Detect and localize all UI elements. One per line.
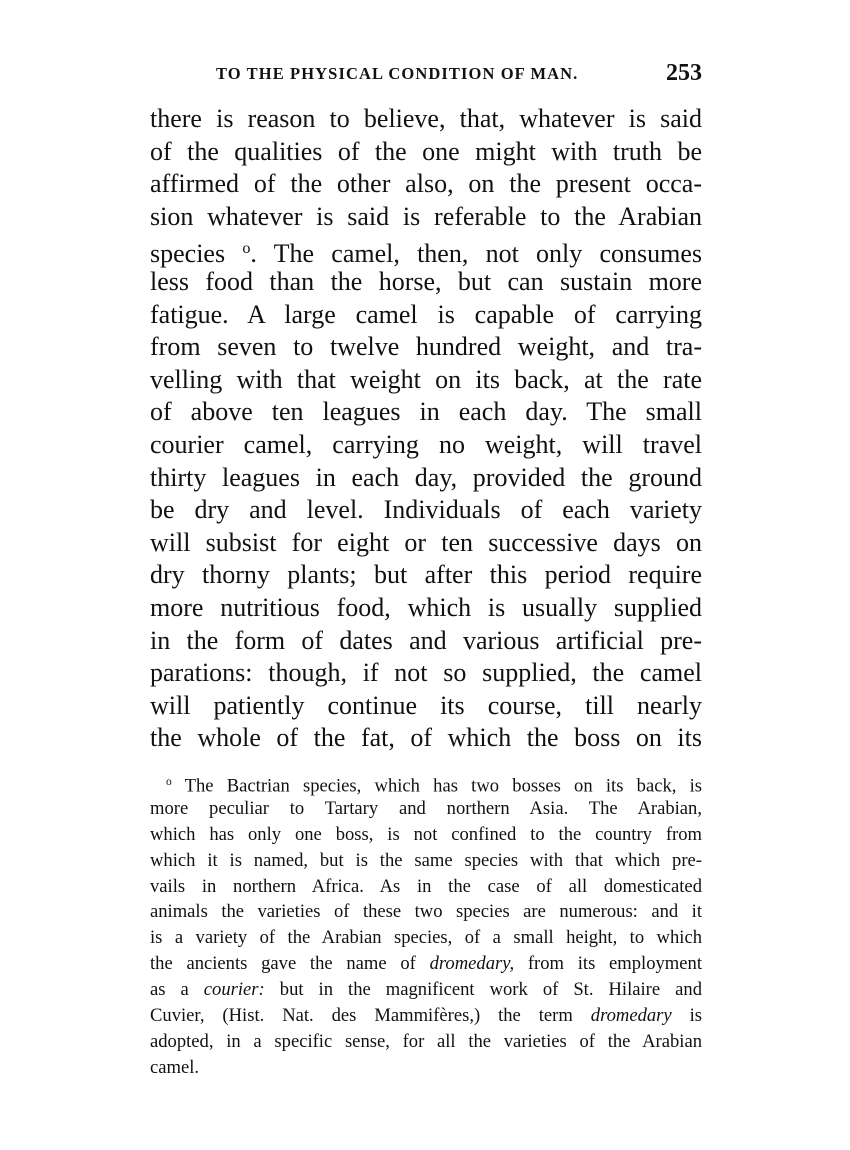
body-line: will patiently continue its course, till nearly xyxy=(150,690,702,720)
footnote-line-rest: but in the magnificent work of St. Hilaire and xyxy=(279,979,702,1001)
body-line: parations: though, if not so supplied, the camel xyxy=(150,658,702,688)
footnote-line: is a variety of the Arabian species, of a small height, to which xyxy=(150,927,702,949)
body-line: thirty leagues in each day, provided the ground xyxy=(150,462,702,492)
body-line xyxy=(150,233,703,269)
footnote-line: camel. xyxy=(150,1056,200,1078)
running-head xyxy=(150,60,702,88)
footnote-italic-term: dromedary xyxy=(590,1005,672,1027)
body-line-word: species xyxy=(150,239,226,269)
body-text xyxy=(150,103,702,755)
footnote-line-text: the ancients gave the name of xyxy=(150,953,416,975)
running-title: TO THE PHYSICAL CONDITION OF MAN. xyxy=(216,64,579,83)
body-line: of the qualities of the one might with truth be xyxy=(150,136,702,166)
footnote-line xyxy=(150,951,702,977)
body-line-rest: . The camel, then, not only consumes xyxy=(250,239,703,269)
footnote-line: adopted, in a specific sense, for all the varieties of the Arabian xyxy=(150,1030,702,1052)
footnote-line-text: as a xyxy=(150,979,189,1001)
body-line: of above ten leagues in each day. The small xyxy=(150,397,702,427)
body-line: will subsist for eight or ten successive days on xyxy=(150,527,702,557)
footnote-line-text: The Bactrian species, which has two bosses on its back, is xyxy=(184,775,703,797)
body-line: more nutritious food, which is usually supplied xyxy=(150,592,702,622)
body-line: dry thorny plants; but after this period require xyxy=(150,560,702,590)
footnote-line-text: Cuvier, (Hist. Nat. des Mammifères,) the term xyxy=(150,1005,573,1027)
body-line: from seven to twelve hundred weight, and tra- xyxy=(150,332,702,362)
footnote-line xyxy=(150,1003,702,1029)
footnote-line-rest: is xyxy=(689,1005,703,1027)
footnote-line: vails in northern Africa. As in the case of all domesticated xyxy=(150,875,702,897)
footnote-reference: o xyxy=(242,240,251,258)
footnote-italic-term: dromedary, xyxy=(429,953,515,975)
footnote-line: more peculiar to Tartary and northern Asia. The Arabian, xyxy=(150,797,702,819)
footnote-line: animals the varieties of these two species are numerous: and it xyxy=(150,901,702,923)
body-line: courier camel, carrying no weight, will travel xyxy=(150,429,702,459)
body-line: velling with that weight on its back, at the rate xyxy=(150,364,702,394)
footnote-line-rest: from its employment xyxy=(527,953,702,975)
page-number: 253 xyxy=(666,60,702,86)
footnote-line xyxy=(150,770,702,796)
footnote-line: which it is named, but is the same species with that which pre- xyxy=(150,849,702,871)
body-line: fatigue. A large camel is capable of carrying xyxy=(150,299,702,329)
footnote xyxy=(150,770,702,1081)
footnote-marker: o xyxy=(166,776,172,788)
body-line: sion whatever is said is referable to the Arabian xyxy=(150,201,702,231)
body-line: the whole of the fat, of which the boss on its xyxy=(150,723,702,753)
body-line: affirmed of the other also, on the present occa- xyxy=(150,169,702,199)
body-line: there is reason to believe, that, whatever is said xyxy=(150,104,702,133)
footnote-line xyxy=(150,977,702,1003)
footnote-italic-term: courier: xyxy=(203,979,265,1001)
body-line: be dry and level. Individuals of each variety xyxy=(150,495,702,525)
footnote-line: which has only one boss, is not confined to the country from xyxy=(150,823,702,845)
body-line: less food than the horse, but can sustain more xyxy=(150,266,702,296)
body-line: in the form of dates and various artificial pre- xyxy=(150,625,702,655)
